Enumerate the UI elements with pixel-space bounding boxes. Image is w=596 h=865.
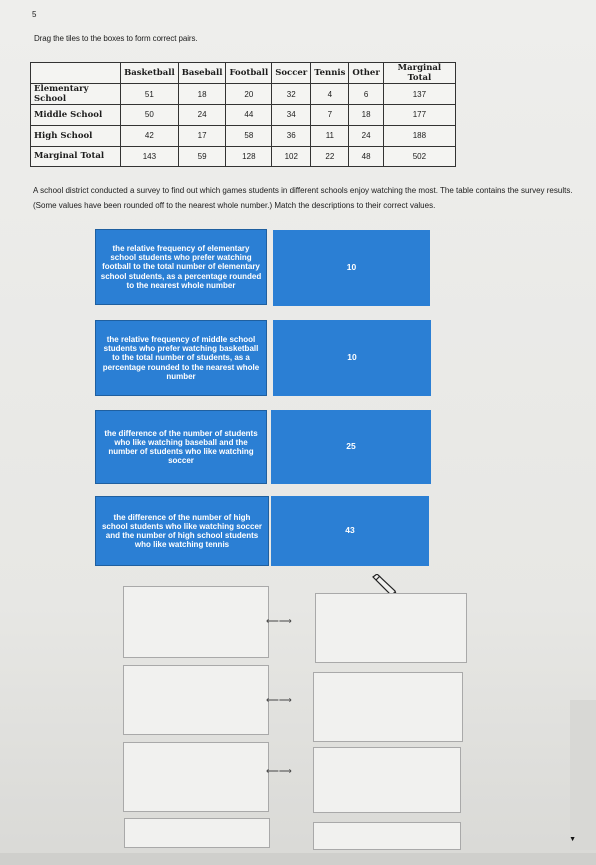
table-header: Baseball: [178, 63, 226, 84]
value-tile[interactable]: 25: [271, 410, 431, 484]
table-row: [31, 125, 456, 146]
survey-table: [30, 62, 456, 167]
table-cell: 18: [178, 84, 226, 105]
table-cell: 59: [178, 146, 226, 167]
table-cell: 11: [311, 125, 349, 146]
table-cell: 24: [349, 125, 383, 146]
drop-box-right[interactable]: [315, 593, 467, 663]
description-tile[interactable]: the relative frequency of middle school students who prefer watching basketball to the total number of students, as a percentage rounded to the nearest whole number: [95, 320, 267, 396]
table-header: Basketball: [121, 63, 179, 84]
table-cell: 177: [383, 105, 455, 126]
table-cell: 24: [178, 105, 226, 126]
value-tile[interactable]: 10: [273, 230, 430, 306]
table-cell: 50: [121, 105, 179, 126]
drop-box-left[interactable]: [123, 586, 269, 658]
table-cell: 143: [121, 146, 179, 167]
value-tile[interactable]: 10: [273, 320, 431, 396]
drop-box-right[interactable]: [313, 747, 461, 813]
description-tile[interactable]: the difference of the number of students who like watching baseball and the number of students who like watching soccer: [95, 410, 267, 484]
problem-description: A school district conducted a survey to find out which games students in different schools enjoy watching the most. The table contains the survey results. (Some values have been rounded off to the nearest whole number.) Match the descriptions to their correct values.: [33, 186, 573, 211]
drop-box-left[interactable]: [123, 742, 269, 812]
table-header: Football: [226, 63, 272, 84]
table-cell: 51: [121, 84, 179, 105]
scrollbar[interactable]: [570, 700, 596, 850]
table-row: [31, 84, 456, 105]
table-cell: 42: [121, 125, 179, 146]
table-cell: 502: [383, 146, 455, 167]
question-number: 5: [32, 10, 37, 19]
row-label: Marginal Total: [31, 146, 121, 167]
pair-arrow-icon: ⟵⟶: [266, 695, 292, 705]
table-cell: 6: [349, 84, 383, 105]
table-cell: 36: [272, 125, 311, 146]
bottom-strip: [0, 853, 596, 865]
table-cell: 188: [383, 125, 455, 146]
table-header: Soccer: [272, 63, 311, 84]
table-cell: 44: [226, 105, 272, 126]
table-cell: 22: [311, 146, 349, 167]
table-cell: 4: [311, 84, 349, 105]
table-cell: 128: [226, 146, 272, 167]
table-header: [31, 63, 121, 84]
row-label: High School: [31, 125, 121, 146]
instruction-text: Drag the tiles to the boxes to form correct pairs.: [34, 34, 198, 43]
table-cell: 137: [383, 84, 455, 105]
pair-arrow-icon: ⟵⟶: [266, 616, 292, 626]
pair-arrow-icon: ⟵⟶: [266, 766, 292, 776]
table-header: Tennis: [311, 63, 349, 84]
table-cell: 48: [349, 146, 383, 167]
table-header: Marginal Total: [383, 63, 455, 84]
drop-box-left[interactable]: [123, 665, 269, 735]
table-cell: 58: [226, 125, 272, 146]
row-label: Middle School: [31, 105, 121, 126]
table-cell: 20: [226, 84, 272, 105]
drop-box-right[interactable]: [313, 822, 461, 850]
description-tile[interactable]: the difference of the number of high school students who like watching soccer and the number of high school students who like watching tennis: [95, 496, 269, 566]
value-tile[interactable]: 43: [271, 496, 429, 566]
description-tile[interactable]: the relative frequency of elementary school students who prefer watching football to the total number of elementary school students, as a percentage rounded to the nearest whole number: [95, 229, 267, 305]
row-label: Elementary School: [31, 84, 121, 105]
table-cell: 17: [178, 125, 226, 146]
table-row: [31, 146, 456, 167]
drop-box-right[interactable]: [313, 672, 463, 742]
table-row: [31, 105, 456, 126]
table-cell: 18: [349, 105, 383, 126]
table-cell: 102: [272, 146, 311, 167]
table-cell: 32: [272, 84, 311, 105]
table-cell: 34: [272, 105, 311, 126]
table-cell: 7: [311, 105, 349, 126]
scroll-down-icon[interactable]: ▼: [569, 836, 576, 843]
table-header-row: [31, 63, 456, 84]
drop-box-left[interactable]: [124, 818, 270, 848]
table-header: Other: [349, 63, 383, 84]
